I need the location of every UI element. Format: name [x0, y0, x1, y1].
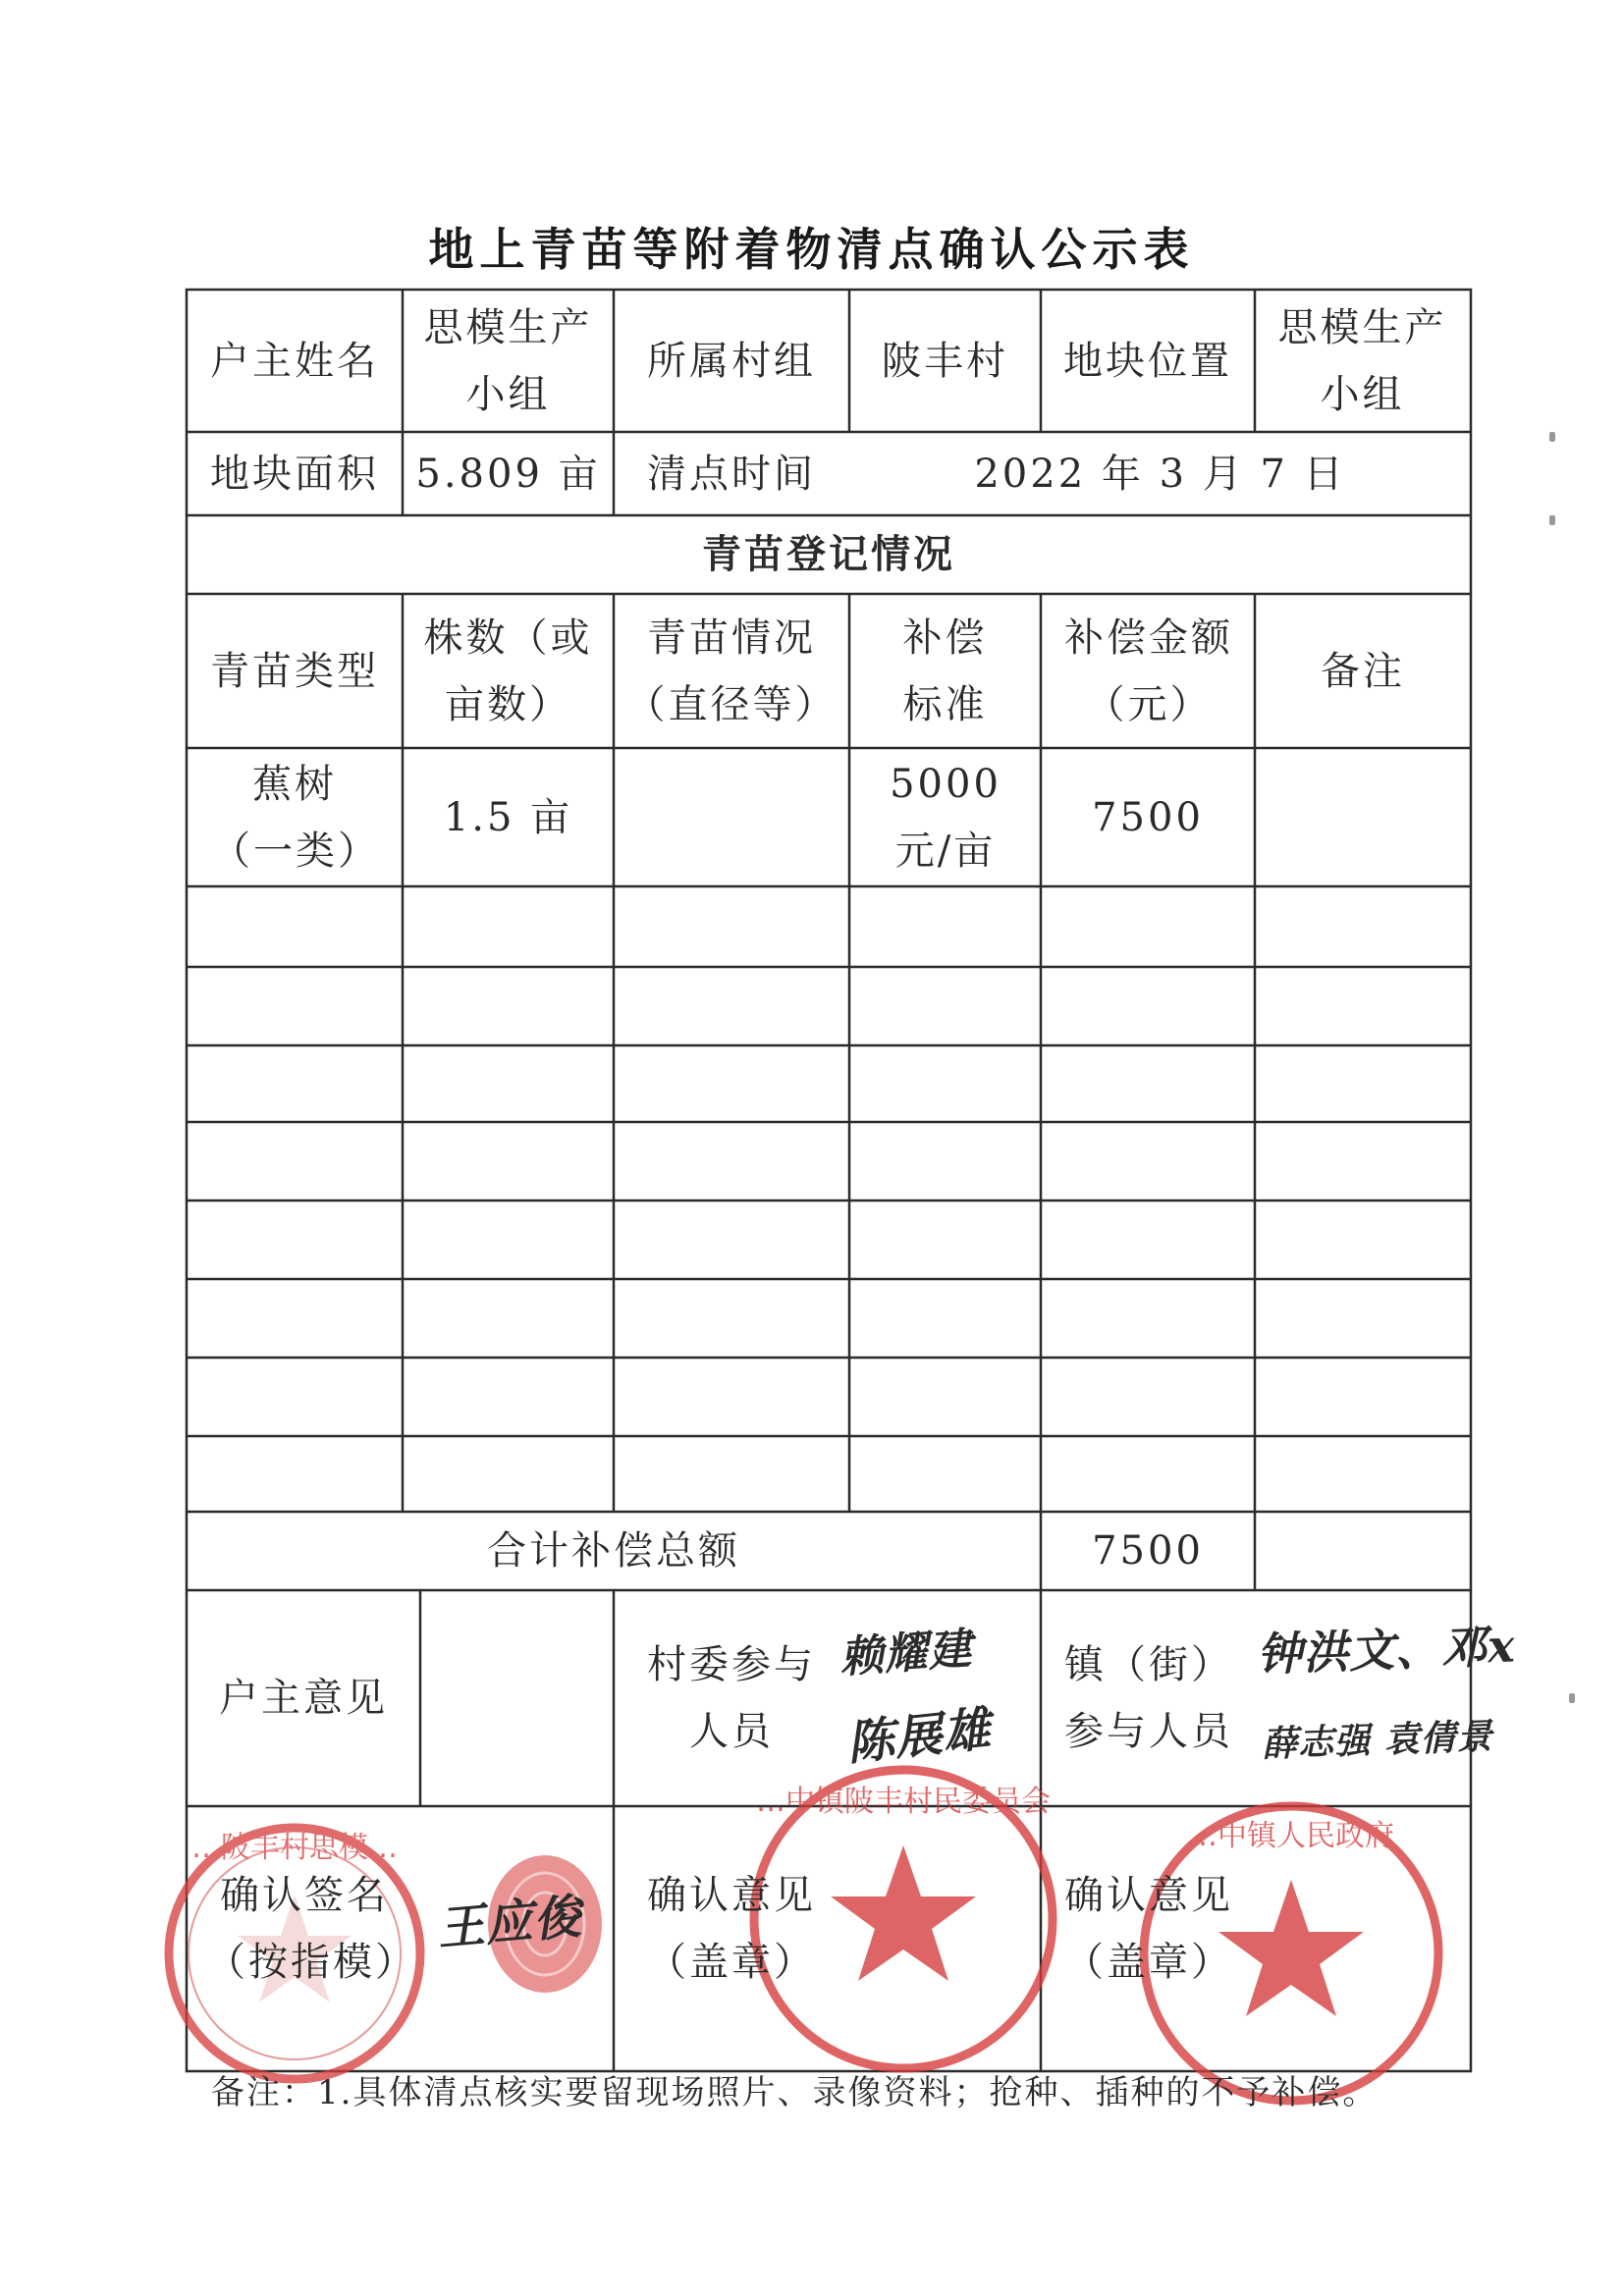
row-standard: 5000 元/亩 — [890, 761, 1001, 874]
town-confirm-label: 确认意见（盖章） — [1064, 1873, 1233, 1985]
row-remark — [1255, 748, 1471, 886]
town-staff-label: 镇（街）参与人员 — [1064, 1642, 1233, 1754]
left-seal-text: …陂丰村思模… — [191, 1831, 398, 1865]
scan-mark — [1569, 1693, 1575, 1703]
scan-mark — [1549, 432, 1555, 442]
section-title: 青苗登记情况 — [702, 531, 955, 577]
document-title: 地上青苗等附着物清点确认公示表 — [428, 223, 1195, 276]
col-header-type: 青苗类型 — [210, 648, 379, 694]
total-value: 7500 — [1092, 1528, 1204, 1574]
signature-town-2: 薛志强 袁倩景 — [1261, 1715, 1494, 1766]
col-header-condition: 青苗情况（直径等） — [625, 614, 838, 727]
middle-seal-text: …中镇陂丰村民委员会 — [756, 1785, 1051, 1819]
location-label: 地块位置 — [1063, 338, 1232, 384]
village-confirm-label: 确认意见（盖章） — [647, 1873, 816, 1985]
signature-village-1: 赖耀建 — [838, 1624, 974, 1683]
row-count: 1.5 亩 — [443, 794, 573, 840]
signature-village-2: 陈展雄 — [843, 1701, 995, 1772]
location-value: 思模生产小组 — [1277, 304, 1447, 417]
area-label: 地块面积 — [210, 451, 379, 497]
owner-label: 户主姓名 — [210, 338, 379, 384]
col-header-remark: 备注 — [1321, 648, 1405, 694]
time-value: 2022 年 3 月 7 日 — [974, 451, 1346, 497]
row-amount: 7500 — [1092, 794, 1204, 840]
village-label: 所属村组 — [647, 338, 816, 384]
row-type: 蕉树（一类） — [211, 761, 380, 874]
col-header-count: 株数（或亩数） — [423, 614, 593, 727]
col-header-standard: 补偿标准 — [902, 614, 988, 727]
time-label: 清点时间 — [647, 451, 816, 497]
total-label: 合计补偿总额 — [487, 1528, 740, 1574]
scan-mark — [1549, 515, 1555, 525]
area-value: 5.809 亩 — [415, 451, 601, 497]
owner-value: 思模生产小组 — [423, 304, 593, 417]
village-value: 陂丰村 — [882, 338, 1008, 384]
signature-owner: 王应俊 — [435, 1889, 584, 1957]
col-header-amount: 补偿金额（元） — [1064, 614, 1233, 727]
owner-opinion-label: 户主意见 — [219, 1676, 388, 1721]
footnote: 备注：1.具体清点核实要留现场照片、录像资料；抢种、插种的不予补偿。 — [211, 2073, 1379, 2112]
row-condition — [614, 748, 849, 886]
village-staff-label: 村委参与人员 — [647, 1642, 816, 1754]
confirm-sign-label: 确认签名（按指模） — [206, 1873, 417, 1985]
signature-town-1: 钟洪文、邓x — [1256, 1619, 1517, 1682]
right-seal-text: …中镇人民政府 — [1188, 1819, 1394, 1853]
